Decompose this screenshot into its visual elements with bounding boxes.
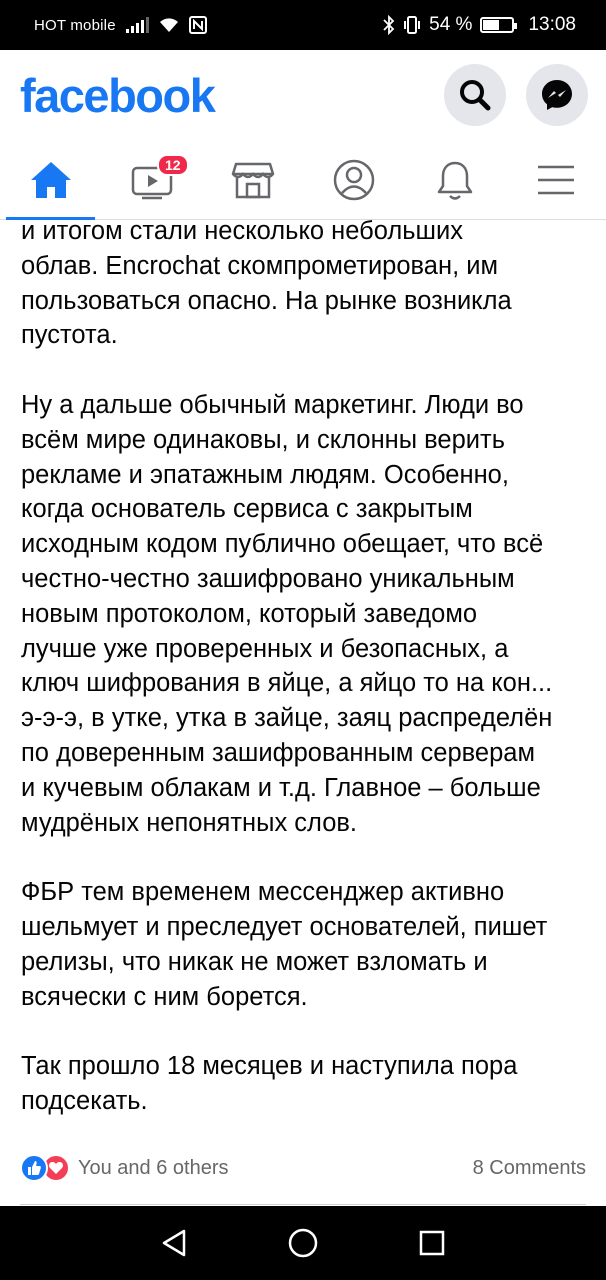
main-nav <box>0 140 606 220</box>
tab-menu[interactable] <box>505 140 606 219</box>
facebook-logo[interactable]: facebook <box>20 68 215 122</box>
tab-notifications[interactable] <box>404 140 505 219</box>
comments-count[interactable]: 8 Comments <box>472 1156 586 1179</box>
reactions-bar <box>20 1150 586 1186</box>
signal-icon <box>126 17 149 33</box>
tab-home[interactable] <box>0 140 101 219</box>
marketplace-icon <box>231 160 275 200</box>
bell-icon <box>435 158 475 202</box>
nfc-icon <box>189 16 207 34</box>
tab-watch[interactable] <box>101 140 202 219</box>
messenger-icon <box>540 78 574 112</box>
home-icon <box>29 160 73 200</box>
app-header <box>0 50 606 140</box>
battery-percent: 54 % <box>429 14 473 35</box>
clock: 13:08 <box>528 14 576 35</box>
messenger-button[interactable] <box>526 64 588 126</box>
reactions-summary[interactable]: You and 6 others <box>78 1156 229 1179</box>
carrier-name: HOT mobile <box>34 16 116 34</box>
status-bar <box>0 0 606 50</box>
post-paragraph: и итогом стали несколько небольших облав. Encrochat скомпрометирован, им пользоваться опасно. На рынке возникла пустота. <box>21 220 512 350</box>
divider <box>20 1204 586 1205</box>
system-nav-bar <box>0 1206 606 1280</box>
wifi-icon <box>159 17 179 33</box>
post-paragraph: Так прошло 18 месяцев и наступила пора подсекать. <box>21 1052 518 1115</box>
bluetooth-icon <box>383 15 395 35</box>
watch-badge: 12 <box>157 154 189 176</box>
post-content <box>0 220 606 1205</box>
tab-marketplace[interactable] <box>202 140 303 219</box>
battery-icon <box>480 17 514 33</box>
post-paragraph: ФБР тем временем мессенджер активно шельмует и преследует основателей, пишет релизы, что никак не может взломать и всячески с ним борется. <box>21 878 548 1011</box>
search-icon <box>458 78 492 112</box>
post-paragraph: Ну а дальше обычный маркетинг. Люди во всём мире одинаковы, и склонны верить рекламе и эпатажным людям. Особенно, когда основатель сервиса с закрытым исходным кодом публично обещает, что всё честно-честно зашифровано уникальным новым протоколом, который заведомо лучше уже проверенных и безопасных, а ключ шифрования в яйце, а яйцо то на кон... э-э-э, в утке, утка в зайце, заяц распределён по доверенным зашифрованным серверам и кучевым облакам и т.д. Главное – больше мудрёных непонятных слов. <box>21 390 553 837</box>
vibrate-icon <box>403 15 421 35</box>
tab-profile[interactable] <box>303 140 404 219</box>
recents-icon[interactable] <box>418 1229 446 1257</box>
reaction-icons[interactable] <box>20 1154 70 1182</box>
like-icon <box>20 1154 48 1182</box>
menu-icon <box>536 164 576 196</box>
search-button[interactable] <box>444 64 506 126</box>
profile-icon <box>332 158 376 202</box>
back-icon[interactable] <box>160 1228 188 1258</box>
home-circle-icon[interactable] <box>287 1227 319 1259</box>
post-body <box>21 220 593 1154</box>
